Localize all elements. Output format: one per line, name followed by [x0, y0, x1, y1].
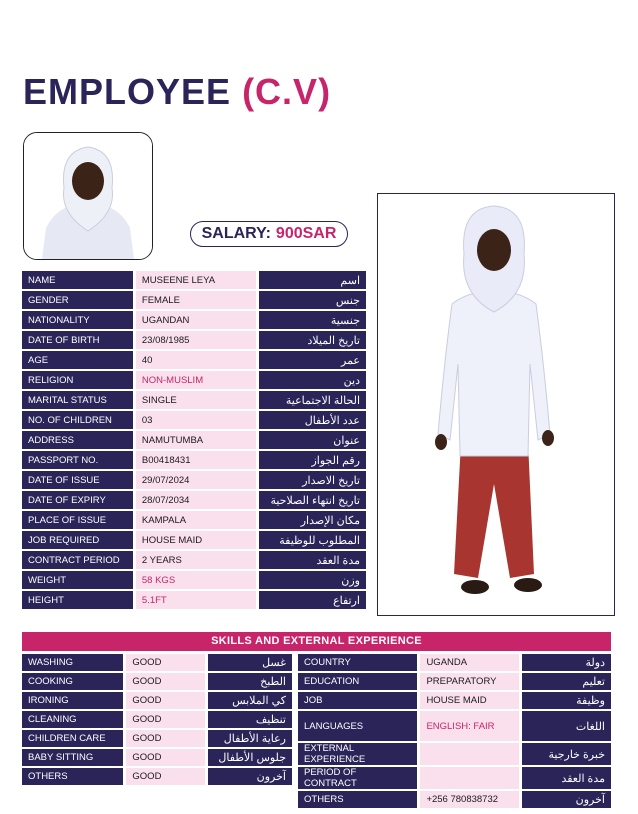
- personal-info-row-label: CONTRACT PERIOD: [22, 551, 133, 569]
- experience-row-label: EXTERNAL EXPERIENCE: [298, 743, 417, 765]
- personal-info-row-label: JOB REQUIRED: [22, 531, 133, 549]
- skill-row-arabic-label: رعاية الأطفال: [208, 730, 292, 747]
- personal-info-row-arabic-label: مكان الإصدار: [259, 511, 366, 529]
- skill-row-value: GOOD: [123, 673, 208, 690]
- portrait-photo: [23, 132, 153, 260]
- personal-info-row-label: DATE OF BIRTH: [22, 331, 133, 349]
- personal-info-row-arabic-label: دين: [259, 371, 366, 389]
- personal-info-row-value: MUSEENE LEYA: [133, 271, 259, 289]
- experience-row-value: +256 780838732: [417, 791, 522, 808]
- personal-info-row-value: UGANDAN: [133, 311, 259, 329]
- skill-row-value: GOOD: [123, 692, 208, 709]
- skill-row-label: BABY SITTING: [22, 749, 123, 766]
- skill-row: [22, 692, 292, 709]
- personal-info-row-value: KAMPALA: [133, 511, 259, 529]
- skills-table: [22, 652, 292, 787]
- personal-info-row: [22, 471, 366, 489]
- experience-row-value: HOUSE MAID: [417, 692, 522, 709]
- personal-info-row-value: 28/07/2034: [133, 491, 259, 509]
- salary-value: 900SAR: [275, 225, 337, 242]
- salary-label: SALARY:: [201, 225, 271, 242]
- experience-row-label: OTHERS: [298, 791, 417, 808]
- personal-info-row: [22, 331, 366, 349]
- skill-row: [22, 768, 292, 785]
- personal-info-row-value: 2 YEARS: [133, 551, 259, 569]
- personal-info-row-arabic-label: جنس: [259, 291, 366, 309]
- personal-info-row-label: ADDRESS: [22, 431, 133, 449]
- experience-table: [298, 652, 611, 810]
- personal-info-row-arabic-label: رقم الجواز: [259, 451, 366, 469]
- personal-info-row-arabic-label: عنوان: [259, 431, 366, 449]
- personal-info-row-label: WEIGHT: [22, 571, 133, 589]
- personal-info-row-value: 23/08/1985: [133, 331, 259, 349]
- personal-info-row-value: 40: [133, 351, 259, 369]
- skill-row-value: GOOD: [123, 711, 208, 728]
- skill-row-label: CLEANING: [22, 711, 123, 728]
- skill-row: [22, 711, 292, 728]
- skill-row: [22, 730, 292, 747]
- skill-row-arabic-label: تنظيف: [208, 711, 292, 728]
- experience-row: [298, 711, 611, 741]
- personal-info-row-arabic-label: مدة العقد: [259, 551, 366, 569]
- experience-row-arabic-label: آخرون: [522, 791, 611, 808]
- personal-info-row-value: 58 KGS: [133, 571, 259, 589]
- personal-info-row-label: MARITAL STATUS: [22, 391, 133, 409]
- personal-info-table: [22, 269, 366, 611]
- skill-row: [22, 654, 292, 671]
- personal-info-row-arabic-label: وزن: [259, 571, 366, 589]
- personal-info-row: [22, 511, 366, 529]
- personal-info-row-arabic-label: ارتفاع: [259, 591, 366, 609]
- skill-row-arabic-label: آخرون: [208, 768, 292, 785]
- personal-info-row-value: NON-MUSLIM: [133, 371, 259, 389]
- personal-info-row-label: DATE OF ISSUE: [22, 471, 133, 489]
- experience-row-label: COUNTRY: [298, 654, 417, 671]
- personal-info-row: [22, 371, 366, 389]
- salary-badge: [190, 221, 348, 247]
- experience-row: [298, 791, 611, 808]
- experience-row-value: [417, 743, 522, 765]
- experience-row-value: UGANDA: [417, 654, 522, 671]
- personal-info-row-value: 29/07/2024: [133, 471, 259, 489]
- skill-row-value: GOOD: [123, 749, 208, 766]
- experience-row-arabic-label: اللغات: [522, 711, 611, 741]
- skill-row-label: OTHERS: [22, 768, 123, 785]
- experience-row: [298, 673, 611, 690]
- experience-row-label: JOB: [298, 692, 417, 709]
- skill-row-value: GOOD: [123, 730, 208, 747]
- personal-info-row-value: HOUSE MAID: [133, 531, 259, 549]
- personal-info-row-label: NATIONALITY: [22, 311, 133, 329]
- personal-info-row: [22, 531, 366, 549]
- experience-row-arabic-label: وظيفة: [522, 692, 611, 709]
- experience-row-value: [417, 767, 522, 789]
- personal-info-row-value: B00418431: [133, 451, 259, 469]
- experience-row-arabic-label: تعليم: [522, 673, 611, 690]
- full-body-photo: [377, 193, 615, 616]
- experience-row-arabic-label: خبرة خارجية: [522, 743, 611, 765]
- skill-row: [22, 673, 292, 690]
- personal-info-row-arabic-label: تاريخ الميلاد: [259, 331, 366, 349]
- skill-row-label: WASHING: [22, 654, 123, 671]
- skills-section-header: SKILLS AND EXTERNAL EXPERIENCE: [22, 632, 611, 651]
- personal-info-row-arabic-label: عدد الأطفال: [259, 411, 366, 429]
- skill-row: [22, 749, 292, 766]
- personal-info-row-label: PASSPORT NO.: [22, 451, 133, 469]
- skill-row-value: GOOD: [123, 654, 208, 671]
- personal-info-row: [22, 391, 366, 409]
- personal-info-row: [22, 351, 366, 369]
- personal-info-row-value: SINGLE: [133, 391, 259, 409]
- experience-row-label: LANGUAGES: [298, 711, 417, 741]
- personal-info-row-arabic-label: المطلوب للوظيفة: [259, 531, 366, 549]
- skill-row-label: IRONING: [22, 692, 123, 709]
- personal-info-row-arabic-label: جنسية: [259, 311, 366, 329]
- personal-info-row-label: DATE OF EXPIRY: [22, 491, 133, 509]
- skill-row-arabic-label: كي الملابس: [208, 692, 292, 709]
- title-accent: (C.V): [242, 71, 332, 112]
- personal-info-row-label: GENDER: [22, 291, 133, 309]
- personal-info-row-label: HEIGHT: [22, 591, 133, 609]
- experience-row: [298, 654, 611, 671]
- personal-info-row-label: NO. OF CHILDREN: [22, 411, 133, 429]
- experience-row: [298, 692, 611, 709]
- personal-info-row-arabic-label: عمر: [259, 351, 366, 369]
- skill-row-value: GOOD: [123, 768, 208, 785]
- personal-info-row-label: RELIGION: [22, 371, 133, 389]
- experience-row-label: PERIOD OF CONTRACT: [298, 767, 417, 789]
- skill-row-label: COOKING: [22, 673, 123, 690]
- page-title: [23, 70, 331, 114]
- personal-info-row: [22, 291, 366, 309]
- personal-info-row-arabic-label: تاريخ انتهاء الصلاحية: [259, 491, 366, 509]
- personal-info-row: [22, 271, 366, 289]
- personal-info-row-label: NAME: [22, 271, 133, 289]
- personal-info-row-arabic-label: تاريخ الاصدار: [259, 471, 366, 489]
- experience-row-arabic-label: دولة: [522, 654, 611, 671]
- skill-row-arabic-label: الطبخ: [208, 673, 292, 690]
- experience-row: [298, 743, 611, 765]
- title-main: EMPLOYEE: [23, 71, 232, 112]
- personal-info-row-label: AGE: [22, 351, 133, 369]
- experience-row-arabic-label: مدة العقد: [522, 767, 611, 789]
- skill-row-arabic-label: جلوس الأطفال: [208, 749, 292, 766]
- experience-row-value: ENGLISH: FAIR: [417, 711, 522, 741]
- personal-info-row-value: NAMUTUMBA: [133, 431, 259, 449]
- personal-info-row-value: 03: [133, 411, 259, 429]
- experience-row-value: PREPARATORY: [417, 673, 522, 690]
- personal-info-row: [22, 571, 366, 589]
- skill-row-label: CHILDREN CARE: [22, 730, 123, 747]
- experience-row-label: EDUCATION: [298, 673, 417, 690]
- personal-info-row: [22, 491, 366, 509]
- personal-info-row: [22, 411, 366, 429]
- personal-info-row: [22, 591, 366, 609]
- personal-info-row-label: PLACE OF ISSUE: [22, 511, 133, 529]
- personal-info-row-value: 5.1FT: [133, 591, 259, 609]
- personal-info-row: [22, 431, 366, 449]
- personal-info-row: [22, 311, 366, 329]
- skill-row-arabic-label: غسل: [208, 654, 292, 671]
- personal-info-row-arabic-label: الحالة الاجتماعية: [259, 391, 366, 409]
- personal-info-row: [22, 551, 366, 569]
- personal-info-row-arabic-label: اسم: [259, 271, 366, 289]
- personal-info-row: [22, 451, 366, 469]
- experience-row: [298, 767, 611, 789]
- personal-info-row-value: FEMALE: [133, 291, 259, 309]
